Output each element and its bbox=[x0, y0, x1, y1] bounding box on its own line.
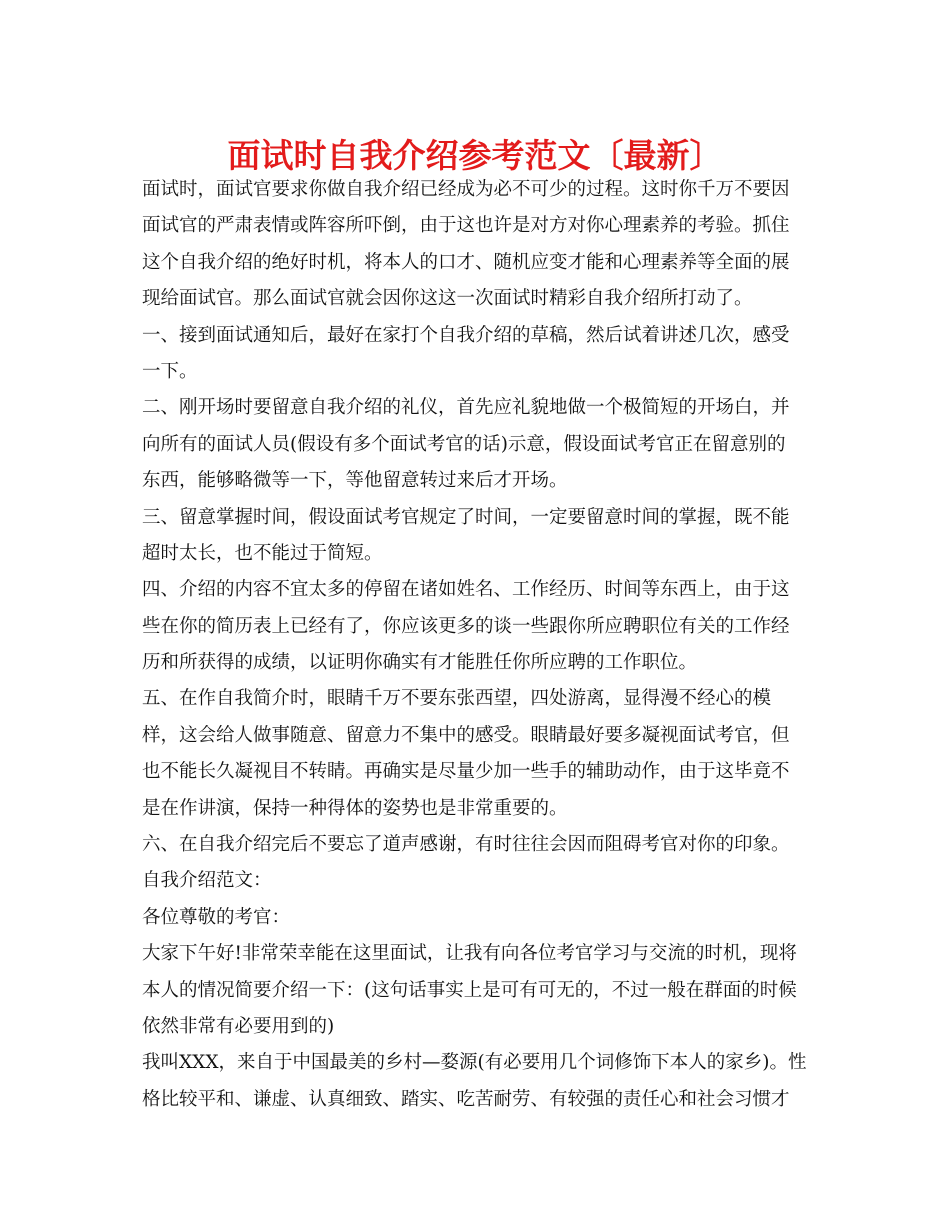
text-line: 五、在作自我简介时，眼睛千万不要东张西望，四处游离，显得漫不经心的模 bbox=[142, 688, 772, 710]
text-line: 格比较平和、谦虚、认真细致、踏实、吃苦耐劳、有较强的责任心和社会习惯才 bbox=[142, 1088, 790, 1110]
text-line: 历和所获得的成绩，以证明你确实有才能胜任你所应聘的工作职位。 bbox=[142, 652, 698, 674]
document-body bbox=[142, 172, 810, 1118]
text-line: 二、刚开场时要留意自我介绍的礼仪，首先应礼貌地做一个极简短的开场白，并 bbox=[142, 397, 790, 419]
text-line: 一、接到面试通知后，最好在家打个自我介绍的草稿，然后试着讲述几次，感受 bbox=[142, 324, 790, 346]
text-line: 本人的情况简要介绍一下：(这句话事实上是可有可无的，不过一般在群面的时候 bbox=[142, 979, 797, 1001]
text-line: 一下。 bbox=[142, 360, 198, 382]
text-line: 依然非常有必要用到的) bbox=[142, 1015, 335, 1037]
text-line: 向所有的面试人员(假设有多个面试考官的话)示意，假设面试考官正在留意别的 bbox=[142, 433, 786, 455]
text-line: 四、介绍的内容不宜太多的停留在诸如姓名、工作经历、时间等东西上，由于这 bbox=[142, 579, 790, 601]
text-line: 超时太长，也不能过于简短。 bbox=[142, 542, 383, 564]
text-line: 六、在自我介绍完后不要忘了道声感谢，有时往往会因而阻碍考官对你的印象。 bbox=[142, 834, 790, 856]
text-line: 面试官的严肃表情或阵容所吓倒，由于这也许是对方对你心理素养的考验。抓住 bbox=[142, 215, 790, 237]
text-line: 也不能长久凝视目不转睛。再确实是尽量少加一些手的辅助动作，由于这毕竟不 bbox=[142, 761, 790, 783]
text-line: 三、留意掌握时间，假设面试考官规定了时间，一定要留意时间的掌握，既不能 bbox=[142, 506, 790, 528]
text-line: 面试时，面试官要求你做自我介绍已经成为必不可少的过程。这时你千万不要因 bbox=[142, 179, 790, 200]
text-line: 样，这会给人做事随意、留意力不集中的感受。眼睛最好要多凝视面试考官，但 bbox=[142, 724, 790, 746]
text-line: 现给面试官。那么面试官就会因你这这一次面试时精彩自我介绍所打动了。 bbox=[142, 288, 753, 310]
text-line: 各位尊敬的考官： bbox=[142, 906, 291, 928]
text-line: 我叫XXX，来自于中国最美的乡村—婺源(有必要用几个词修饰下本人的家乡)。性 bbox=[142, 1052, 807, 1074]
text-line: 些在你的简历表上已经有了，你应该更多的谈一些跟你所应聘职位有关的工作经 bbox=[142, 615, 790, 637]
document-title: 面试时自我介绍参考范文〔最新〕 bbox=[227, 136, 723, 175]
text-line: 自我介绍范文： bbox=[142, 870, 272, 892]
text-line: 是在作讲演，保持一种得体的姿势也是非常重要的。 bbox=[142, 797, 568, 819]
text-line: 这个自我介绍的绝好时机，将本人的口才、随机应变才能和心理素养等全面的展 bbox=[142, 251, 790, 273]
text-line: 东西，能够略微等一下，等他留意转过来后才开场。 bbox=[142, 470, 568, 492]
text-line: 大家下午好!非常荣幸能在这里面试，让我有向各位考官学习与交流的时机，现将 bbox=[142, 943, 797, 965]
